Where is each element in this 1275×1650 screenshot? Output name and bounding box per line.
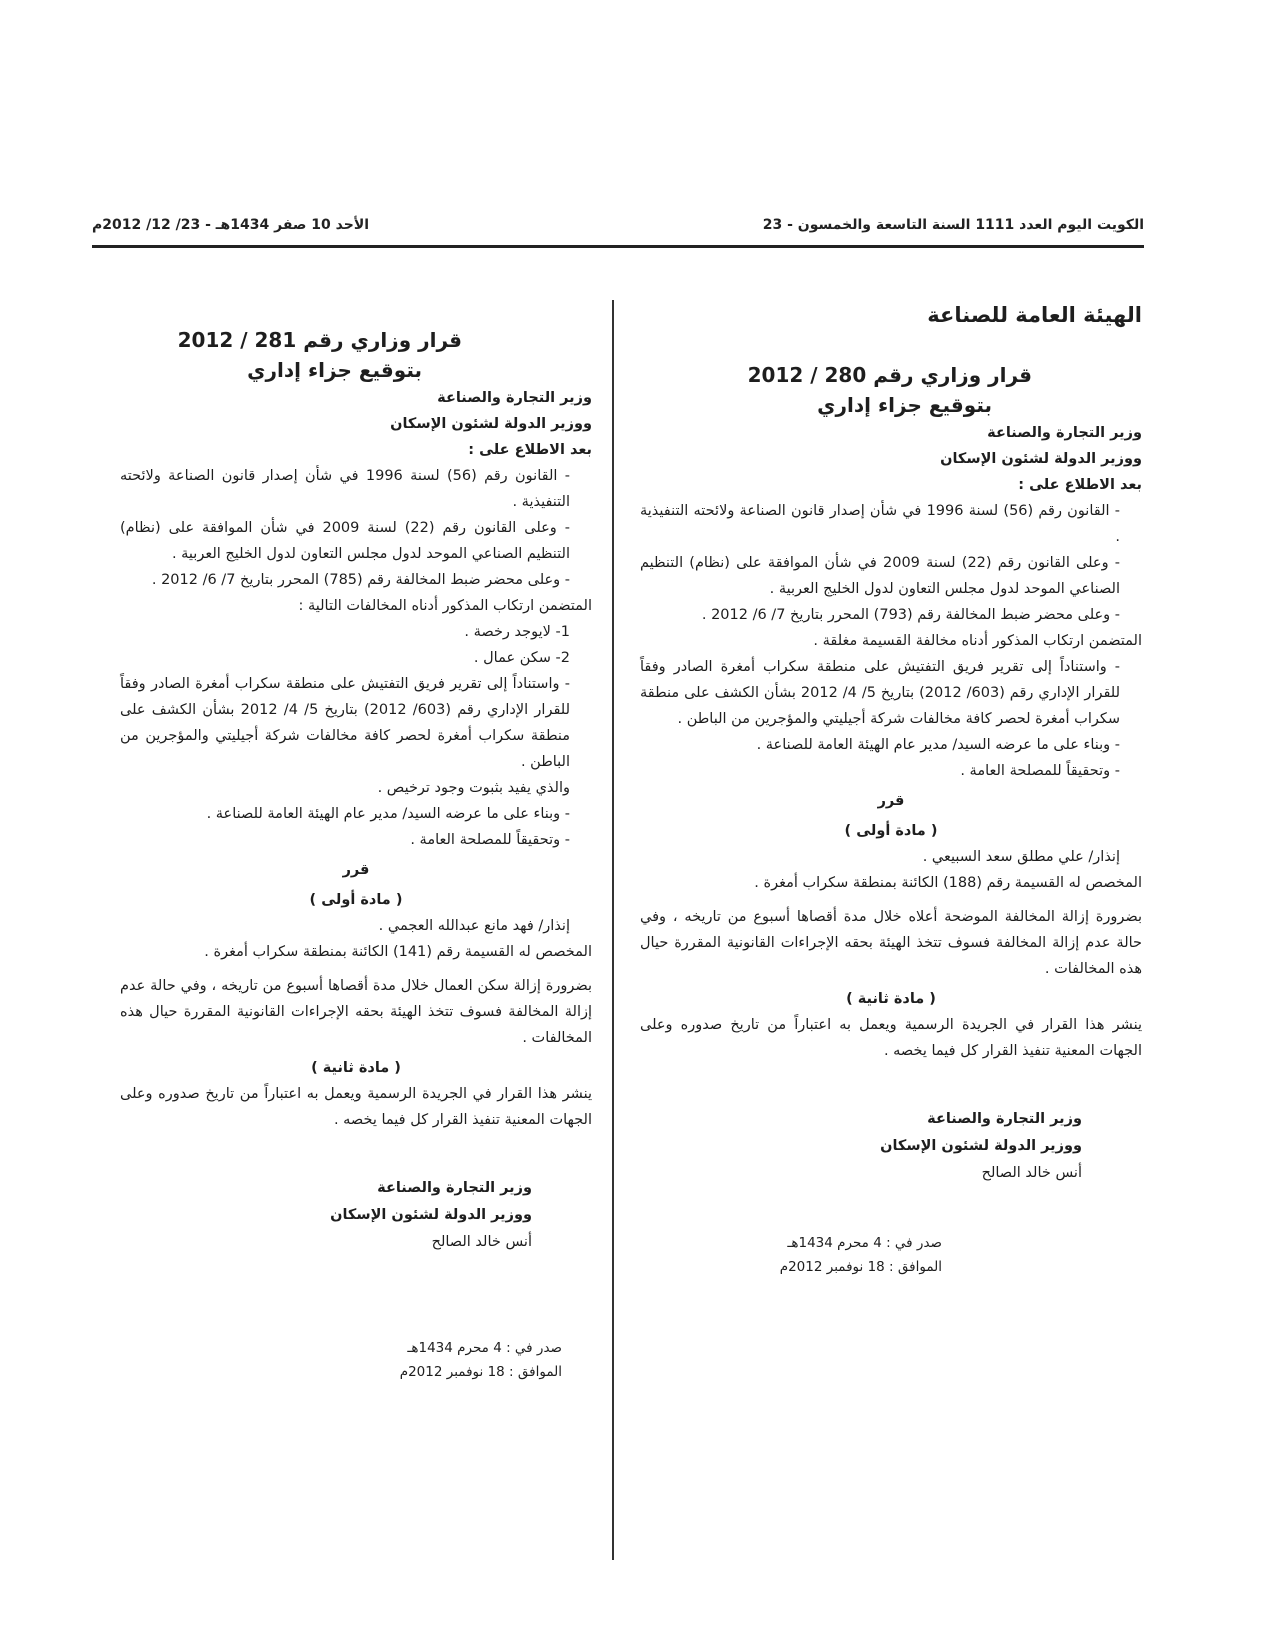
- article-1-heading: ( مادة أولى ): [309, 892, 403, 908]
- preamble-paragraph: - واستناداً إلى تقرير فريق التفتيش على منطقة سكراب أمغرة الصادر وفقاً للقرار الإداري رقم (603/ 2012) بتاريخ 5/ 4/ 2012 بشأن الكشف على منطقة سكراب أمغرة لحصر كافة مخالفات شركة أجيليتي والمؤجرين من الباطن .: [120, 676, 571, 770]
- issue-date-block: [120, 1336, 592, 1384]
- issued-gregorian: الموافق : 18 نوفمبر 2012م: [399, 1364, 562, 1380]
- signature-title-2: ووزير الدولة لشئون الإسكان: [880, 1138, 1082, 1154]
- preamble-paragraph: - وعلى محضر ضبط المخالفة رقم (785) المحرر بتاريخ 7/ 6/ 2012 .: [151, 572, 570, 588]
- issued-hijri: صدر في : 4 محرم 1434هـ: [407, 1340, 562, 1356]
- preamble-paragraph: - وتحقيقاً للمصلحة العامة .: [960, 763, 1120, 779]
- article-paragraph: إنذار/ فهد مانع عبدالله العجمي .: [378, 918, 570, 934]
- preamble-paragraph: المتضمن ارتكاب المذكور أدناه المخالفات التالية :: [298, 598, 592, 614]
- signature-title-2: ووزير الدولة لشئون الإسكان: [330, 1207, 532, 1223]
- after-review-heading: بعد الاطلاع على :: [1018, 477, 1142, 493]
- issued-gregorian: الموافق : 18 نوفمبر 2012م: [779, 1259, 942, 1275]
- issue-date-block: [640, 1231, 1142, 1279]
- article-paragraph: إنذار/ علي مطلق سعد السبيعي .: [922, 849, 1120, 865]
- preamble-paragraph: - وعلى القانون رقم (22) لسنة 2009 في شأن الموافقة على (نظام) التنظيم الصناعي الموحد لدول مجلس التعاون لدول الخليج العربية .: [120, 520, 570, 562]
- preamble-paragraph: - واستناداً إلى تقرير فريق التفتيش على منطقة سكراب أمغرة الصادر وفقاً للقرار الإداري رقم (603/ 2012) بتاريخ 5/ 4/ 2012 بشأن الكشف على منطقة سكراب أمغرة لحصر كافة مخالفات شركة أجيليتي والمؤجرين من الباطن .: [640, 659, 1121, 727]
- decision-subtitle: بتوقيع جزاء إداري: [247, 358, 422, 382]
- header-divider: [92, 245, 1144, 248]
- signature-block: [120, 1175, 592, 1256]
- header-date: الأحد 10 صفر 1434هـ - 23/ 12/ 2012م: [92, 217, 370, 233]
- article-2-heading: ( مادة ثانية ): [846, 991, 936, 1007]
- decided-heading: قرر: [877, 793, 905, 809]
- preamble-paragraph: - وبناء على ما عرضه السيد/ مدير عام الهيئة العامة للصناعة .: [206, 806, 570, 822]
- column-divider: [612, 300, 614, 1560]
- header-issue-info: الكويت اليوم العدد 1111 السنة التاسعة والخمسون - 23: [762, 217, 1144, 233]
- article-paragraph: بضرورة إزالة المخالفة الموضحة أعلاه خلال مدة أقصاها أسبوع من تاريخه ، وفي حالة عدم إزالة المخالفة فسوف تتخذ الهيئة بحقه الإجراءات القانونية المقررة حيال هذه المخالفات .: [640, 909, 1142, 977]
- preamble-paragraph: - القانون رقم (56) لسنة 1996 في شأن إصدار قانون الصناعة ولائحته التنفيذية .: [640, 503, 1120, 545]
- article-paragraph: ينشر هذا القرار في الجريدة الرسمية ويعمل به اعتباراً من تاريخ صدوره وعلى الجهات المعنية تنفيذ القرار كل فيما يخصه .: [640, 1017, 1142, 1059]
- signature-name: أنس خالد الصالح: [431, 1234, 532, 1250]
- article-paragraph: المخصص له القسيمة رقم (141) الكائنة بمنطقة سكراب أمغرة .: [204, 944, 592, 960]
- preamble-paragraph: - وبناء على ما عرضه السيد/ مدير عام الهيئة العامة للصناعة .: [756, 737, 1120, 753]
- minister-title-2: ووزير الدولة لشئون الإسكان: [940, 451, 1142, 467]
- authority-title: الهيئة العامة للصناعة: [927, 303, 1142, 327]
- signature-name: أنس خالد الصالح: [981, 1165, 1082, 1181]
- preamble-paragraph: - القانون رقم (56) لسنة 1996 في شأن إصدار قانون الصناعة ولائحته التنفيذية .: [120, 468, 570, 510]
- decided-heading: قرر: [342, 862, 370, 878]
- decision-title: قرار وزاري رقم 280 / 2012: [747, 363, 1032, 387]
- decision-subtitle: بتوقيع جزاء إداري: [817, 393, 992, 417]
- signature-title: وزير التجارة والصناعة: [927, 1111, 1082, 1127]
- article-paragraph: ينشر هذا القرار في الجريدة الرسمية ويعمل به اعتباراً من تاريخ صدوره وعلى الجهات المعنية تنفيذ القرار كل فيما يخصه .: [120, 1086, 592, 1128]
- signature-title: وزير التجارة والصناعة: [377, 1180, 532, 1196]
- issued-hijri: صدر في : 4 محرم 1434هـ: [787, 1235, 942, 1251]
- decision-title: قرار وزاري رقم 281 / 2012: [177, 328, 462, 352]
- preamble-paragraph: - وعلى محضر ضبط المخالفة رقم (793) المحرر بتاريخ 7/ 6/ 2012 .: [701, 607, 1120, 623]
- article-1-heading: ( مادة أولى ): [844, 823, 938, 839]
- minister-title: وزير التجارة والصناعة: [987, 425, 1142, 441]
- preamble-paragraph: المتضمن ارتكاب المذكور أدناه مخالفة القسيمة مغلقة .: [813, 633, 1142, 649]
- violation-item: 1- لايوجد رخصة .: [464, 624, 570, 640]
- preamble-paragraph: - وعلى القانون رقم (22) لسنة 2009 في شأن الموافقة على (نظام) التنظيم الصناعي الموحد لدول مجلس التعاون لدول الخليج العربية .: [640, 555, 1120, 597]
- minister-title: وزير التجارة والصناعة: [437, 390, 592, 406]
- decision-280-column: [640, 300, 1142, 1279]
- after-review-heading: بعد الاطلاع على :: [468, 442, 592, 458]
- preamble-paragraph: والذي يفيد بثبوت وجود ترخيص .: [377, 780, 570, 796]
- article-2-heading: ( مادة ثانية ): [311, 1060, 401, 1076]
- article-paragraph: بضرورة إزالة سكن العمال خلال مدة أقصاها أسبوع من تاريخه ، وفي حالة عدم إزالة المخالفة فسوف تتخذ الهيئة بحقه الإجراءات القانونية المقررة حيال هذه المخالفات .: [120, 978, 592, 1046]
- article-paragraph: المخصص له القسيمة رقم (188) الكائنة بمنطقة سكراب أمغرة .: [754, 875, 1142, 891]
- signature-block: [640, 1106, 1142, 1187]
- page-header: [92, 212, 1144, 238]
- violation-item: 2- سكن عمال .: [473, 650, 570, 666]
- minister-title-2: ووزير الدولة لشئون الإسكان: [390, 416, 592, 432]
- preamble-paragraph: - وتحقيقاً للمصلحة العامة .: [410, 832, 570, 848]
- decision-281-column: [120, 325, 592, 1384]
